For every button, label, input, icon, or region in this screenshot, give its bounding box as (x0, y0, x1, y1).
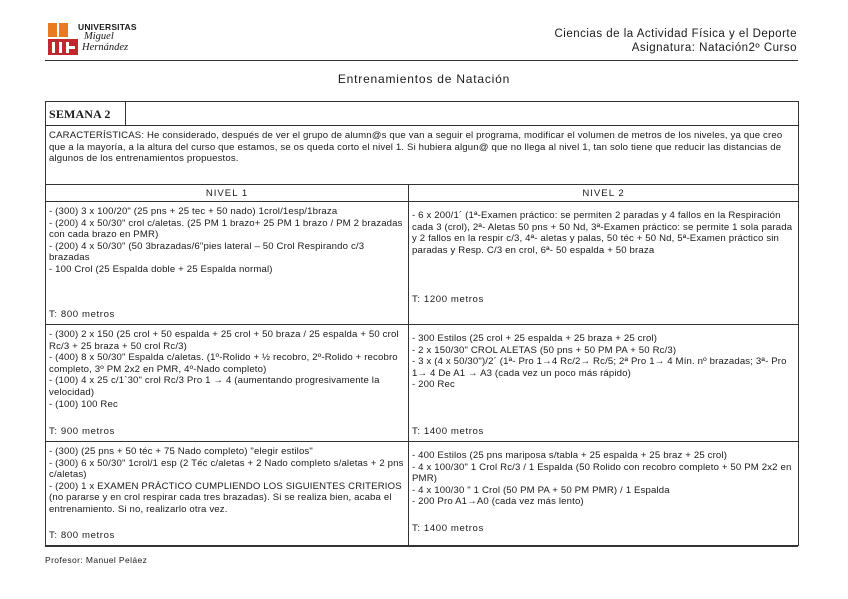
exercise-line: - (200) 4 x 50/30" (50 3brazadas/6"pies lateral – 50 Crol Respirando c/3 brazadas (49, 240, 365, 264)
exercise-line: - 200 Pro A1→A0 (cada vez más lento) (412, 496, 584, 508)
course-subject: Asignatura: Natación2º Curso (631, 42, 797, 54)
session-row-2 (46, 325, 799, 442)
session-total: T: 800 metros (49, 530, 115, 542)
exercise-line: - (300) 6 x 50/30" 1crol/1 esp (2 Téc c/aletas + 2 Nado completo s/aletas + 2 pns c/aletas) (49, 457, 404, 481)
logo-line-universitas: UNIVERSITAS (78, 22, 137, 32)
exercise-line: - (100) 4 x 25 c/1`30" crol Rc/3 Pro 1 → 4 (aumentando progresivamente la velocidad) (49, 375, 380, 398)
week-empty-cell (126, 102, 799, 126)
session-2-level-2 (409, 325, 799, 442)
exercise-line: - (300) (25 pns + 50 téc + 75 Nado completo) "elegir estilos" (49, 446, 313, 457)
level-1-header: NIVEL 1 (46, 185, 409, 202)
course-degree: Ciencias de la Actividad Física y el Deporte (554, 28, 797, 40)
session-1-level-1 (46, 202, 409, 325)
exercise-line: - 4 x 100/30" 1 Crol Rc/3 / 1 Espalda (50 Rolido con recobro completo + 50 PM 2x2 en PMR) (412, 461, 792, 485)
exercise-line: - 4 x 100/30 " 1 Crol (50 PM PA + 50 PM PMR) / 1 Espalda (412, 484, 670, 496)
exercise-line: - 3 x (4 x 50/30")/2´ (1ª- Pro 1→4 Rc/2→ Rc/5; 2ª Pro 1→ 4 Mín. nº brazadas; 3ª- Pro 1→ 4 De A1 → A3 (cada vez un poco más rápido) (412, 356, 787, 379)
session-1-level-2 (409, 202, 799, 325)
session-total: T: 1400 metros (412, 523, 484, 535)
session-3-level-1 (46, 442, 409, 546)
training-table (45, 101, 799, 546)
session-3-level-2 (409, 442, 799, 546)
levels-header-row (46, 185, 799, 202)
course-header (554, 27, 797, 55)
exercise-line: - (200) 4 x 50/30" crol c/aletas. (25 PM 1 brazo+ 25 PM 1 brazo / PM 2 brazadas con cada brazo en PMR) (49, 217, 403, 241)
university-logo (46, 21, 156, 57)
session-total: T: 800 metros (49, 309, 115, 321)
session-2-level-1 (46, 325, 409, 442)
level-2-header: NIVEL 2 (409, 185, 799, 202)
exercise-line: - 200 Rec (412, 379, 455, 391)
characteristics-row (46, 126, 799, 185)
exercise-line: - 100 Crol (25 Espalda doble + 25 Espalda normal) (49, 263, 273, 275)
exercise-line: - (300) 2 x 150 (25 crol + 50 espalda + 25 crol + 50 braza / 25 espalda + 50 crol Rc/3 + 25 braza + 50 crol Rc/3) (49, 329, 399, 352)
footer-professor: Profesor: Manuel Peláez (45, 555, 148, 565)
exercise-line: - 400 Estilos (25 pns mariposa s/tabla + 25 espalda + 25 braz + 25 crol) (412, 450, 728, 461)
characteristics-text: CARACTERÍSTICAS: He considerado, después de ver el grupo de alumn@s que van a seguir el programa, modificar el volumen de metros de los niveles, ya que creo que a la mayoría, a la altura del curso que estamos, se os queda corto el nivel 1. Si hubiera algun@ que no llega al nivel 1, tan solo tiene que reducir las distancias de algunos de los entrenamientos propuestos. (46, 126, 799, 185)
exercise-line: - (400) 8 x 50/30" Espalda c/aletas. (1º-Rolido + ½ recobro, 2º-Rolido + recobro completo, 3º PM 2x2 en PMR, 4º-Nado completo) (49, 352, 398, 375)
session-total: T: 900 metros (49, 426, 115, 438)
logo-line-hernandez: Hernández (82, 42, 129, 53)
week-label: SEMANA 2 (46, 102, 126, 126)
week-row (46, 102, 799, 126)
document-title: Entrenamientos de Natación (337, 72, 511, 86)
header-rule (45, 60, 798, 61)
footer-rule (45, 546, 798, 547)
logo-line-miguel: Miguel (84, 31, 114, 42)
session-total: T: 1400 metros (412, 426, 484, 438)
exercise-line: - 2 x 150/30" CROL ALETAS (50 pns + 50 PM PA + 50 Rc/3) (412, 344, 677, 356)
session-row-1 (46, 202, 799, 325)
session-total: T: 1200 metros (412, 294, 484, 306)
university-emblem-icon (46, 21, 80, 57)
exercise-line: - (100) 100 Rec (49, 398, 118, 410)
exercise-line: - (300) 3 x 100/20" (25 pns + 25 tec + 50 nado) 1crol/1esp/1braza (49, 206, 338, 217)
exercise-line: - 300 Estilos (25 crol + 25 espalda + 25 braza + 25 crol) (412, 333, 658, 344)
exercise-line: - 6 x 200/1´ (1ª-Examen práctico: se permiten 2 paradas y 4 fallos en la Respiración cada 3 (crol), 2ª- Aletas 50 pns + 50 Nd, 3ª-Examen práctico: se permite 1 sola parada y 2 fallos en la respir c/3, 4ª- aletas y palas, 50 téc + 50 Nd, 5ª-Examen práctico sin paradas y Resp. C/3 en crol, 6ª- 50 espalda + 50 braza (412, 210, 793, 256)
session-row-3 (46, 442, 799, 546)
exercise-line: - (200) 1 x EXAMEN PRÁCTICO CUMPLIENDO LOS SIGUIENTES CRITERIOS (no pararse y en crol respirar cada tres brazadas). Si se realiza bien, acaba el entrenamiento. Si no, realizarlo otra vez. (49, 480, 402, 515)
